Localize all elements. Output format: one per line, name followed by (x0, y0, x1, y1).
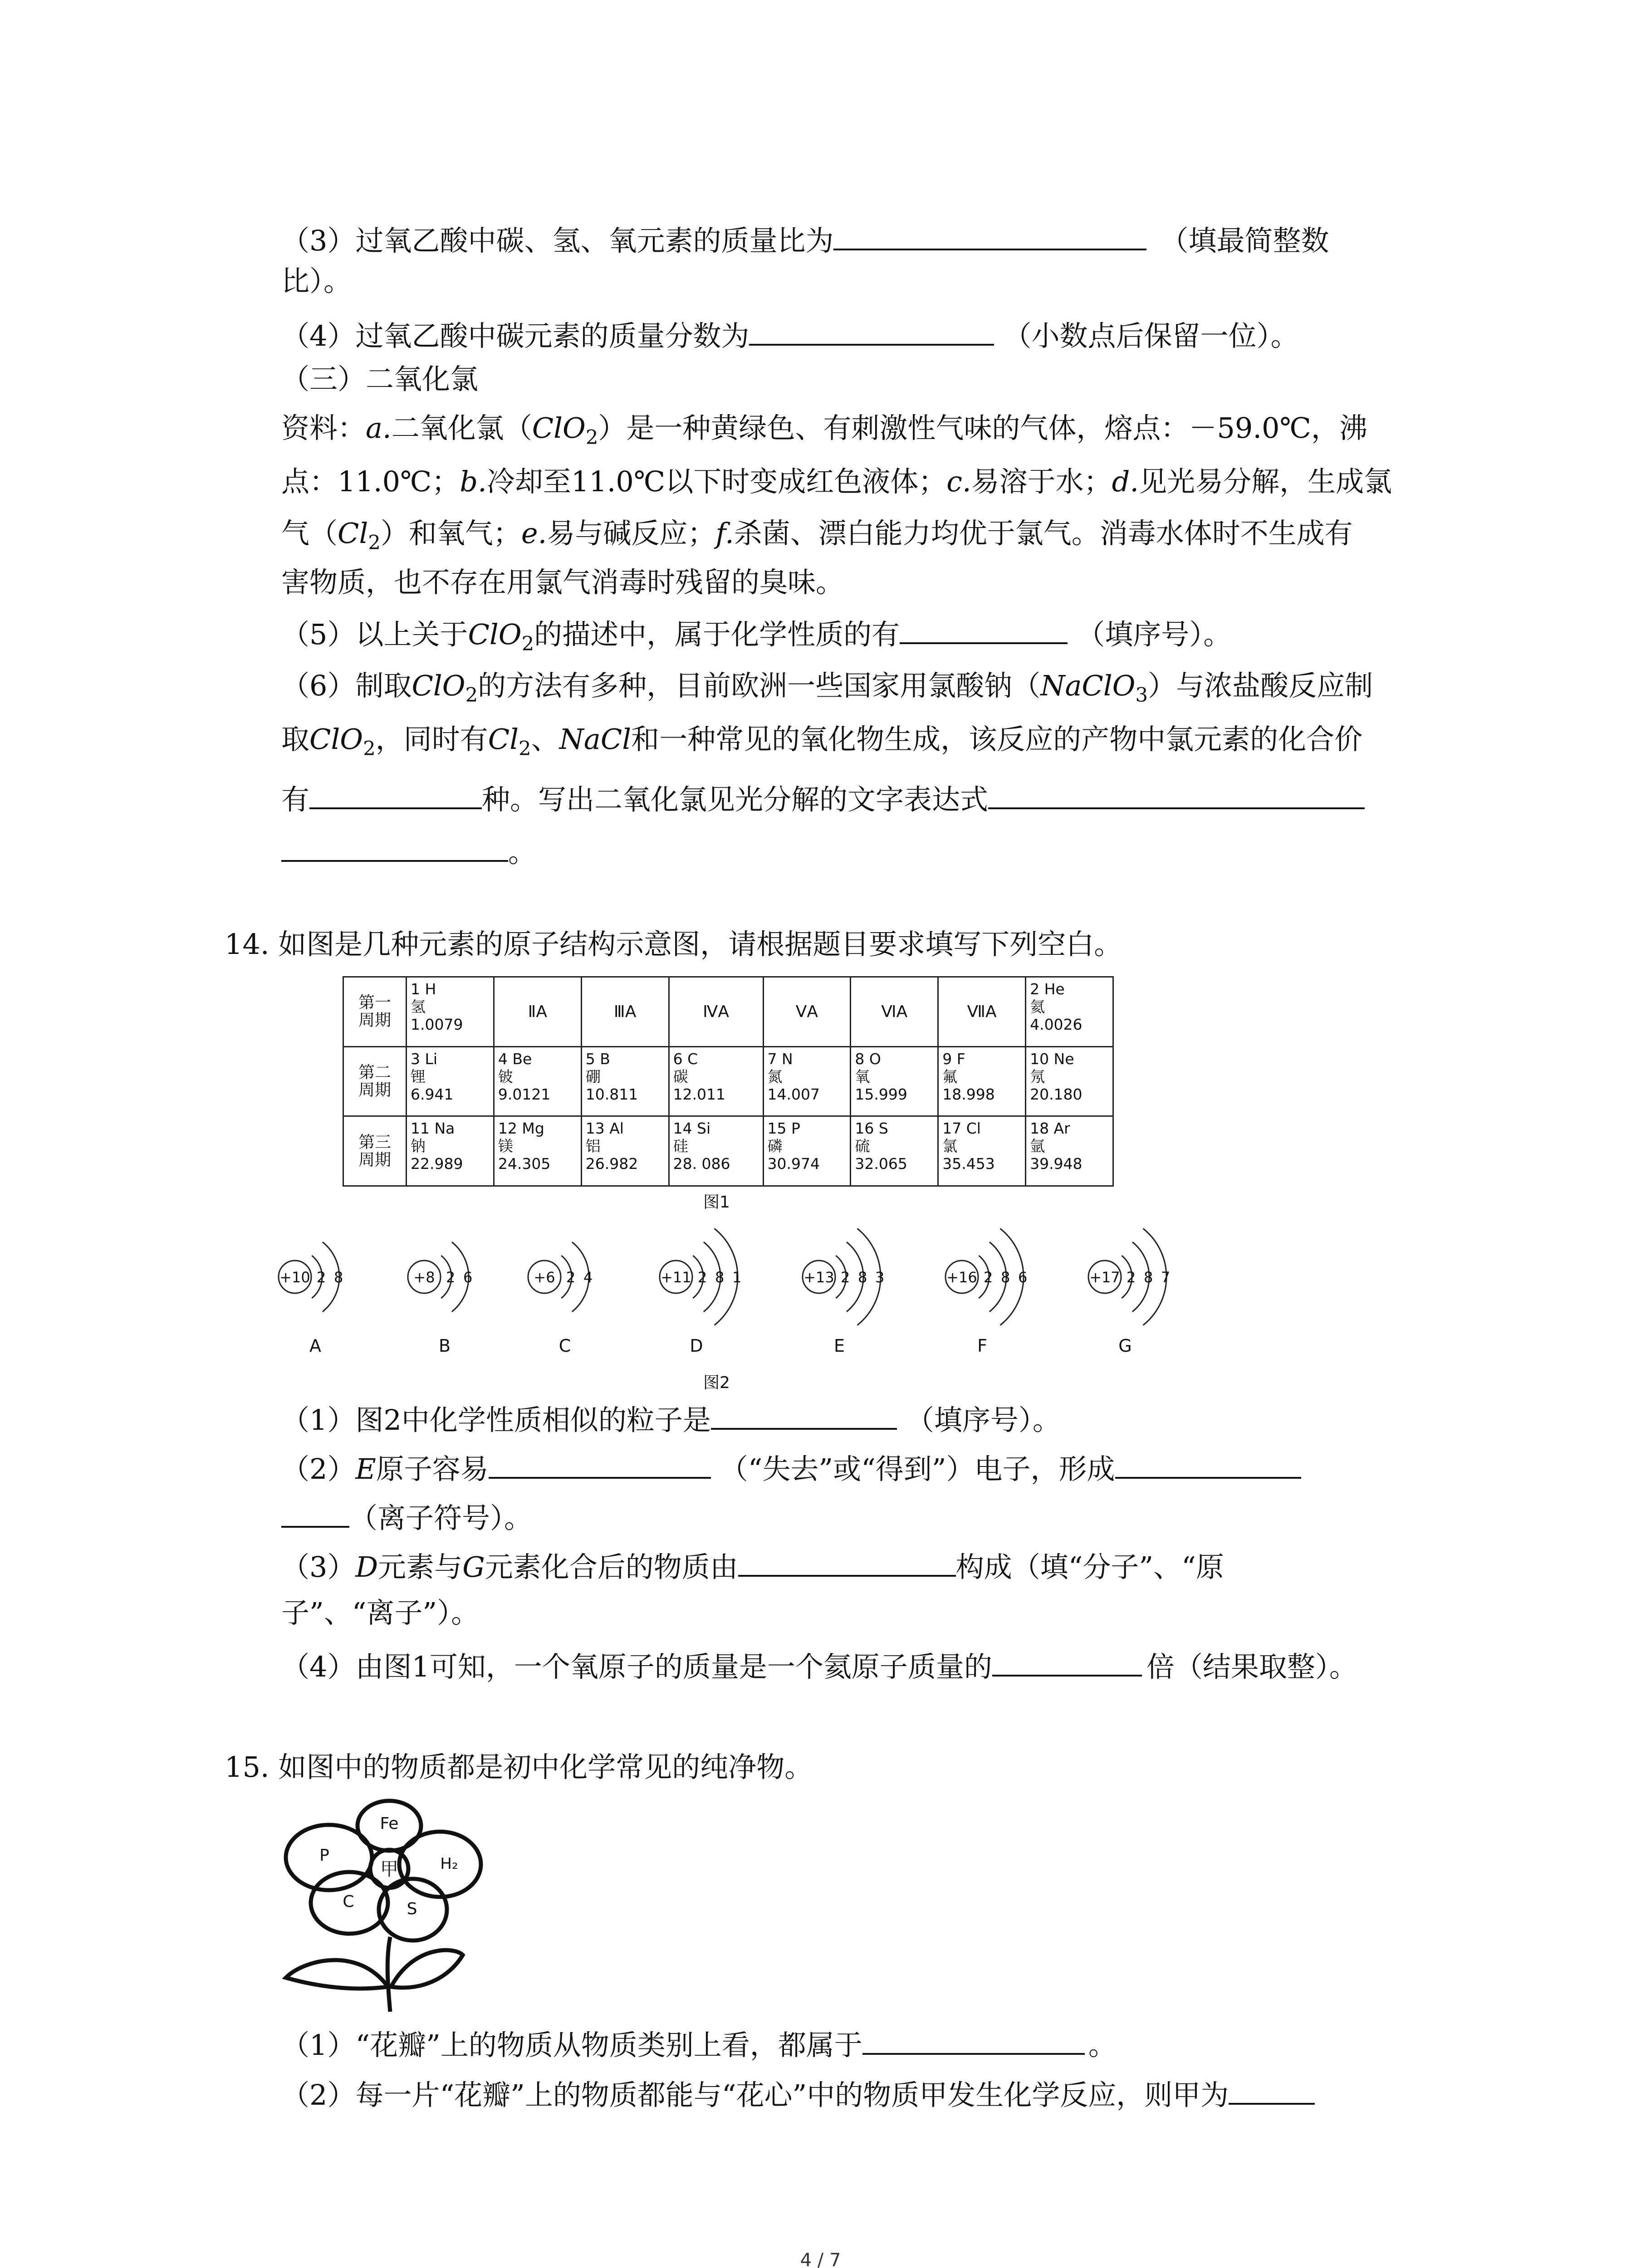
element-name: 铍 (498, 1067, 513, 1085)
element-symbol: 7 N (767, 1050, 793, 1068)
element-name: 氟 (942, 1067, 958, 1085)
shell-electron-count: 2 (984, 1269, 993, 1286)
atom-diagram (803, 1228, 884, 1356)
petal-label: H₂ (440, 1855, 458, 1873)
table-row (343, 1116, 1113, 1186)
shell-electron-count: 8 (715, 1269, 725, 1286)
element-symbol: 1 H (411, 980, 436, 998)
atom-diagram (945, 1228, 1027, 1356)
atomic-mass: 24.305 (498, 1155, 551, 1173)
element-cell (938, 1116, 1026, 1186)
answer-blank[interactable] (749, 318, 994, 346)
element-cell (1026, 1046, 1113, 1116)
atom-label: E (833, 1336, 845, 1356)
flower-diagram (277, 1796, 485, 2014)
group-text: ⅤA (795, 1002, 818, 1021)
atom-diagram (279, 1242, 343, 1356)
q14-part1: （1）图2中化学性质相似的粒子是 （填序号）。 (281, 1403, 1061, 1437)
shell-electron-count: 1 (732, 1269, 742, 1286)
periodic-table (343, 976, 1114, 1187)
element-symbol: 8 O (855, 1050, 881, 1068)
period-label (343, 1116, 407, 1186)
page-number: 4 / 7 (800, 2250, 841, 2268)
q15-stem: 15. 如图中的物质都是初中化学常见的纯净物。 (225, 1750, 813, 1784)
element-cell (1026, 1116, 1113, 1186)
group-label (669, 977, 763, 1047)
petal-label: P (319, 1846, 329, 1865)
period-label-text: 周期 (358, 1080, 391, 1100)
shell-electron-count: 7 (1161, 1269, 1171, 1286)
answer-blank[interactable] (862, 2028, 1085, 2055)
figure2-caption: 图2 (703, 1374, 730, 1392)
q14-part3-line2: 子”、“离子”）。 (281, 1596, 480, 1629)
nucleus-charge: +17 (1089, 1269, 1120, 1286)
element-cell (669, 1116, 763, 1186)
petal-label: C (343, 1892, 354, 1911)
q15-part2: （2）每一片“花瓣”上的物质都能与“花心”中的物质甲发生化学反应，则甲为 (281, 2077, 1315, 2112)
element-name: 碳 (673, 1067, 688, 1085)
shell-electron-count: 8 (1001, 1269, 1010, 1286)
atomic-mass: 26.982 (585, 1155, 638, 1173)
q13-part5: （5）以上关于ClO$_2$的描述中，属于化学性质的有 （填序号）。 (281, 618, 1232, 655)
group-text: ⅦA (967, 1002, 997, 1021)
atom-label: F (977, 1336, 987, 1356)
answer-blank[interactable] (309, 782, 482, 809)
period-label (343, 977, 407, 1047)
atomic-mass: 15.999 (855, 1085, 907, 1103)
answer-blank[interactable] (281, 1501, 349, 1528)
element-symbol: 17 Cl (942, 1119, 981, 1138)
element-cell (938, 1046, 1026, 1116)
atomic-mass: 32.065 (855, 1155, 907, 1173)
element-name: 氖 (1030, 1067, 1045, 1085)
answer-blank[interactable] (281, 835, 508, 862)
leaf-left (286, 1960, 388, 1989)
element-symbol: 11 Na (411, 1119, 455, 1138)
petal-label: Fe (380, 1814, 399, 1833)
answer-blank[interactable] (711, 1403, 897, 1430)
element-name: 氩 (1030, 1137, 1045, 1155)
element-cell (669, 1046, 763, 1116)
q15-part1: （1）“花瓣”上的物质从物质类别上看，都属于 。 (281, 2028, 1117, 2062)
shell-electron-count: 8 (1144, 1269, 1153, 1286)
table-row (343, 1046, 1113, 1116)
shell-electron-count: 2 (841, 1269, 850, 1286)
q13-info-line4: 害物质，也不存在用氯气消毒时残留的臭味。 (281, 566, 844, 599)
shell-electron-count: 2 (446, 1269, 456, 1286)
element-symbol: 3 Li (411, 1050, 438, 1068)
atomic-mass: 4.0026 (1030, 1016, 1083, 1033)
atom-diagrams (263, 1207, 1216, 1361)
period-label-text: 第三 (358, 1133, 391, 1152)
element-symbol: 2 He (1030, 980, 1065, 998)
period-label-text: 第一 (358, 993, 391, 1012)
q14-stem: 14. 如图是几种元素的原子结构示意图，请根据题目要求填写下列空白。 (225, 928, 1122, 961)
atomic-mass: 30.974 (767, 1155, 820, 1173)
answer-blank[interactable] (988, 782, 1365, 809)
element-cell (407, 977, 494, 1047)
answer-blank[interactable] (900, 617, 1068, 644)
element-name: 铝 (585, 1137, 601, 1155)
atomic-mass: 18.998 (942, 1085, 995, 1103)
element-symbol: 6 C (673, 1050, 698, 1068)
atom-label: D (690, 1336, 703, 1356)
period-label (343, 1046, 407, 1116)
group-text: ⅣA (703, 1002, 729, 1021)
nucleus-charge: +13 (803, 1269, 834, 1286)
shell-electron-count: 8 (334, 1269, 343, 1286)
atomic-mass: 28. 086 (673, 1155, 730, 1173)
group-label (938, 977, 1026, 1047)
element-symbol: 12 Mg (498, 1119, 544, 1138)
element-symbol: 14 Si (673, 1119, 711, 1138)
element-symbol: 9 F (942, 1050, 965, 1068)
shell-electron-count: 4 (583, 1269, 593, 1286)
element-cell (763, 1046, 851, 1116)
nucleus-charge: +11 (661, 1269, 691, 1286)
atom-label: G (1118, 1336, 1132, 1356)
atom-label: C (558, 1336, 571, 1356)
nucleus-charge: +6 (534, 1269, 555, 1286)
element-symbol: 10 Ne (1030, 1050, 1074, 1068)
group-text: ⅥA (881, 1002, 908, 1021)
group-label (581, 977, 669, 1047)
q14-part3-line1: （3）D元素与G元素化合后的物质由 构成（填“分子”、“原 (281, 1550, 1224, 1584)
nucleus-charge: +8 (413, 1269, 435, 1286)
q14-part4: （4）由图1可知，一个氧原子的质量是一个氦原子质量的 倍（结果取整）。 (281, 1650, 1357, 1683)
q13-info-line3: 气$(Cl_2)$和氧气；e.易与碱反应；f.杀菌、漂白能力均优于氯气。消毒水体时不生成有 (281, 517, 1353, 554)
element-symbol: 16 S (855, 1119, 888, 1138)
answer-blank[interactable] (1229, 2077, 1315, 2105)
q14-part2-line1: （2）E原子容易 （“失去”或“得到”）电子，形成 (281, 1452, 1301, 1486)
leaf-right (391, 1950, 463, 1988)
table-row (343, 977, 1113, 1047)
answer-blank[interactable] (738, 1549, 956, 1577)
element-symbol: 4 Be (498, 1050, 532, 1068)
shell-electron-count: 2 (566, 1269, 576, 1286)
atom-diagram (660, 1228, 741, 1356)
element-cell (581, 1046, 669, 1116)
q13-part3-line1: （3）过氧乙酸中碳、氢、氧元素的质量比为 （填最简整数 (281, 224, 1329, 257)
atom-diagram (528, 1242, 593, 1356)
q14-part2-line2: （离子符号）。 (281, 1501, 532, 1535)
figure1-caption: 图1 (703, 1193, 730, 1212)
shell-electron-count: 6 (1018, 1269, 1028, 1286)
element-name: 钠 (411, 1137, 426, 1155)
atom-label: B (438, 1336, 451, 1356)
atomic-mass: 10.811 (585, 1085, 638, 1103)
answer-blank[interactable] (992, 1649, 1142, 1677)
nucleus-charge: +10 (279, 1269, 310, 1286)
atomic-mass: 9.0121 (498, 1085, 551, 1103)
shell-electron-count: 2 (698, 1269, 707, 1286)
element-symbol: 18 Ar (1030, 1119, 1070, 1138)
shell-electron-count: 8 (858, 1269, 867, 1286)
element-cell (763, 1116, 851, 1186)
element-cell (494, 1046, 581, 1116)
answer-blank[interactable] (1115, 1452, 1301, 1479)
q13-part6-line1: （6）制取ClO$_2$的方法有多种，目前欧洲一些国家用氯酸钠（NaClO$_3$）与浓盐酸反应制 (281, 669, 1373, 707)
element-cell (851, 1046, 938, 1116)
group-label (763, 977, 851, 1047)
shell-electron-count: 2 (1127, 1269, 1136, 1286)
group-label (494, 977, 581, 1047)
answer-blank[interactable] (833, 223, 1146, 250)
q13-info-line1: 资料：a.二氧化氯（ClO$_2$）是一种黄绿色、有刺激性气味的气体，熔点：－59.0℃，沸 (281, 411, 1367, 449)
q13-part6-line2: 取ClO$_2$，同时有$Cl_2$、NaCl和一种常见的氧化物生成，该反应的产物中氯元素的化合价 (281, 723, 1363, 760)
stem (387, 1937, 390, 2012)
atomic-mass: 1.0079 (411, 1016, 463, 1033)
element-cell (494, 1116, 581, 1186)
q13-part4: （4）过氧乙酸中碳元素的质量分数为 （小数点后保留一位）。 (281, 319, 1299, 352)
center-label: 甲 (380, 1859, 398, 1880)
nucleus-charge: +16 (946, 1269, 977, 1286)
atomic-mass: 6.941 (411, 1085, 454, 1103)
group-label (851, 977, 938, 1047)
element-name: 镁 (498, 1137, 513, 1155)
element-cell (581, 1116, 669, 1186)
shell-electron-count: 6 (463, 1269, 473, 1286)
period-label-text: 第二 (358, 1063, 391, 1082)
atomic-mass: 35.453 (942, 1155, 995, 1173)
element-symbol: 5 B (585, 1050, 610, 1068)
atomic-mass: 20.180 (1030, 1085, 1083, 1103)
element-name: 锂 (411, 1067, 426, 1085)
q13-section-title: （三）二氧化氯 (281, 362, 479, 396)
group-text: ⅢA (613, 1002, 637, 1021)
q13-info-line2: 点：11.0℃；b.冷却至11.0℃以下时变成红色液体；c.易溶于水；d.见光易分解，生成氯 (281, 465, 1392, 498)
element-cell (407, 1046, 494, 1116)
atom-diagram (1088, 1228, 1170, 1356)
q13-part3-line2: 比）。 (281, 264, 352, 298)
element-name: 硼 (585, 1067, 601, 1085)
shell-electron-count: 3 (875, 1269, 885, 1286)
petal-label: S (407, 1900, 417, 1918)
shell-electron-count: 2 (317, 1269, 326, 1286)
element-name: 磷 (767, 1137, 783, 1155)
answer-blank[interactable] (489, 1452, 711, 1479)
element-symbol: 15 P (767, 1119, 800, 1138)
atomic-mass: 12.011 (673, 1085, 726, 1103)
atomic-mass: 14.007 (767, 1085, 820, 1103)
element-name: 氯 (942, 1137, 958, 1155)
atomic-mass: 22.989 (411, 1155, 463, 1173)
element-name: 硫 (855, 1137, 870, 1155)
element-cell (1026, 977, 1113, 1047)
atomic-mass: 39.948 (1030, 1155, 1083, 1173)
element-name: 氮 (767, 1067, 783, 1085)
atom-diagram (408, 1242, 472, 1356)
q13-part6-line3: 有 种。写出二氧化氯见光分解的文字表达式 (281, 782, 1365, 816)
atom-label: A (309, 1336, 321, 1356)
element-name: 硅 (673, 1137, 688, 1155)
element-name: 氦 (1030, 998, 1045, 1016)
period-label-text: 周期 (358, 1150, 391, 1169)
element-name: 氢 (411, 998, 426, 1016)
element-cell (407, 1116, 494, 1186)
element-cell (851, 1116, 938, 1186)
q13-part6-line4: 。 (281, 835, 536, 869)
element-name: 氧 (855, 1067, 870, 1085)
period-label-text: 周期 (358, 1011, 391, 1030)
element-symbol: 13 Al (585, 1119, 624, 1138)
group-text: ⅡA (528, 1002, 547, 1021)
